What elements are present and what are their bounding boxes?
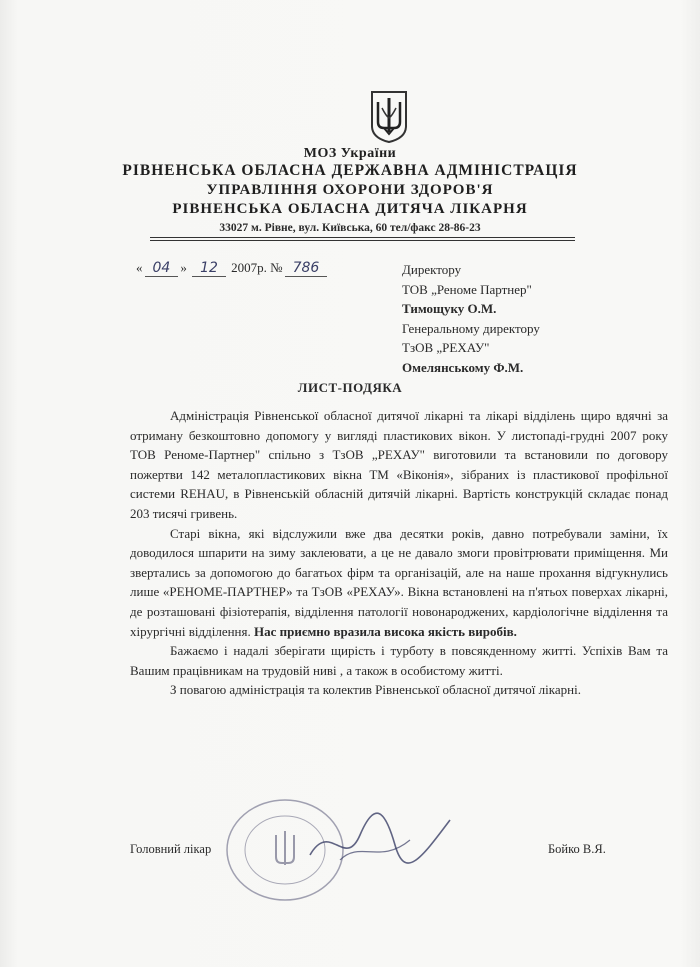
recipient-line: ТОВ „Реноме Партнер" <box>402 281 532 297</box>
body-paragraph: З повагою адміністрація та колектив Рівненської обласної дитячої лікарні. <box>170 682 581 698</box>
administration-heading: РІВНЕНСЬКА ОБЛАСНА ДЕРЖАВНА АДМІНІСТРАЦІЯ <box>122 162 578 179</box>
recipient-line: ТзОВ „РЕХАУ" <box>402 340 490 356</box>
signatory-role: Головний лікар <box>130 842 212 856</box>
outgoing-number: 786 <box>285 260 328 277</box>
date-day: 04 <box>145 260 179 277</box>
body-paragraph-emphasis: Нас приємно вразила висока якість виробів. <box>253 623 517 639</box>
body-paragraph: Адміністрація Рівненської обласної дитячої лікарні та лікарі відділень щиро вдячні за отриману безкоштовно допомогу у вигляді пластикових вікон. У листопаді-грудні 2007 року ТОВ Реноме-Партнер" спільно з ТзОВ „РЕХАУ" виготовили та встановили по договору пожертви 142 металопластикових вікна ТМ «Віконія», зібраних із пластикової профільної системи REHAU, в Рівненській обласній дитячій лікарні. Вартість конструкцій складає понад 203 тисячі гривень. <box>130 408 668 521</box>
trident-emblem-icon <box>368 88 410 144</box>
header-divider-second <box>150 240 575 241</box>
letter-title: ЛИСТ-ПОДЯКА <box>297 380 403 395</box>
date-close-quote: » <box>180 260 187 275</box>
recipient-line: Директору <box>402 262 462 277</box>
body-paragraph-text: Старі вікна, які відслужили вже два десятки років, давно потребували заміни, їх доводилося шпарити на зиму заклеювати, а це не давало змоги провітрювати приміщення. Ми звертались за допомогою до багатьох фірм та організацій, але на наше прохання відгукнулись лише «РЕНОМЕ-ПАРТНЕР» та ТзОВ «РЕХАУ». Вікна встановлені на п'ятьох поверхах лікарні, де розташовані фізіотерапія, відділення патології новонароджених, кардіологічне відділення та хірургічні відділення. <box>130 525 668 639</box>
hospital-heading: РІВНЕНСЬКА ОБЛАСНА ДИТЯЧА ЛІКАРНЯ <box>172 201 528 217</box>
letter-body <box>130 406 668 700</box>
body-paragraph: Бажаємо і надалі зберігати щирість і турботу в повсякденному житті. Успіхів Вам та Вашим працівникам на трудовій ниві , а також в особистому житті. <box>130 643 668 678</box>
date-month: 12 <box>192 260 226 277</box>
address-line: 33027 м. Рівне, вул. Київська, 60 тел/факс 28-86-23 <box>219 222 481 234</box>
body-paragraph <box>130 524 668 642</box>
recipient-line: Генеральному директору <box>402 320 540 336</box>
header-divider <box>150 237 575 238</box>
signatory-name: Бойко В.Я. <box>548 842 606 856</box>
recipients-block <box>402 260 692 378</box>
recipient-line: Тимощуку О.М. <box>402 301 497 317</box>
date-number-line <box>136 260 329 277</box>
date-year-number-label: 2007р. № <box>231 260 283 275</box>
department-heading: УПРАВЛІННЯ ОХОРОНИ ЗДОРОВ'Я <box>206 182 494 198</box>
handwritten-signature <box>300 800 460 880</box>
recipient-line: Омелянському Ф.М. <box>402 359 524 375</box>
ministry-heading: МОЗ України <box>303 146 397 161</box>
date-open-quote: « <box>136 260 143 275</box>
